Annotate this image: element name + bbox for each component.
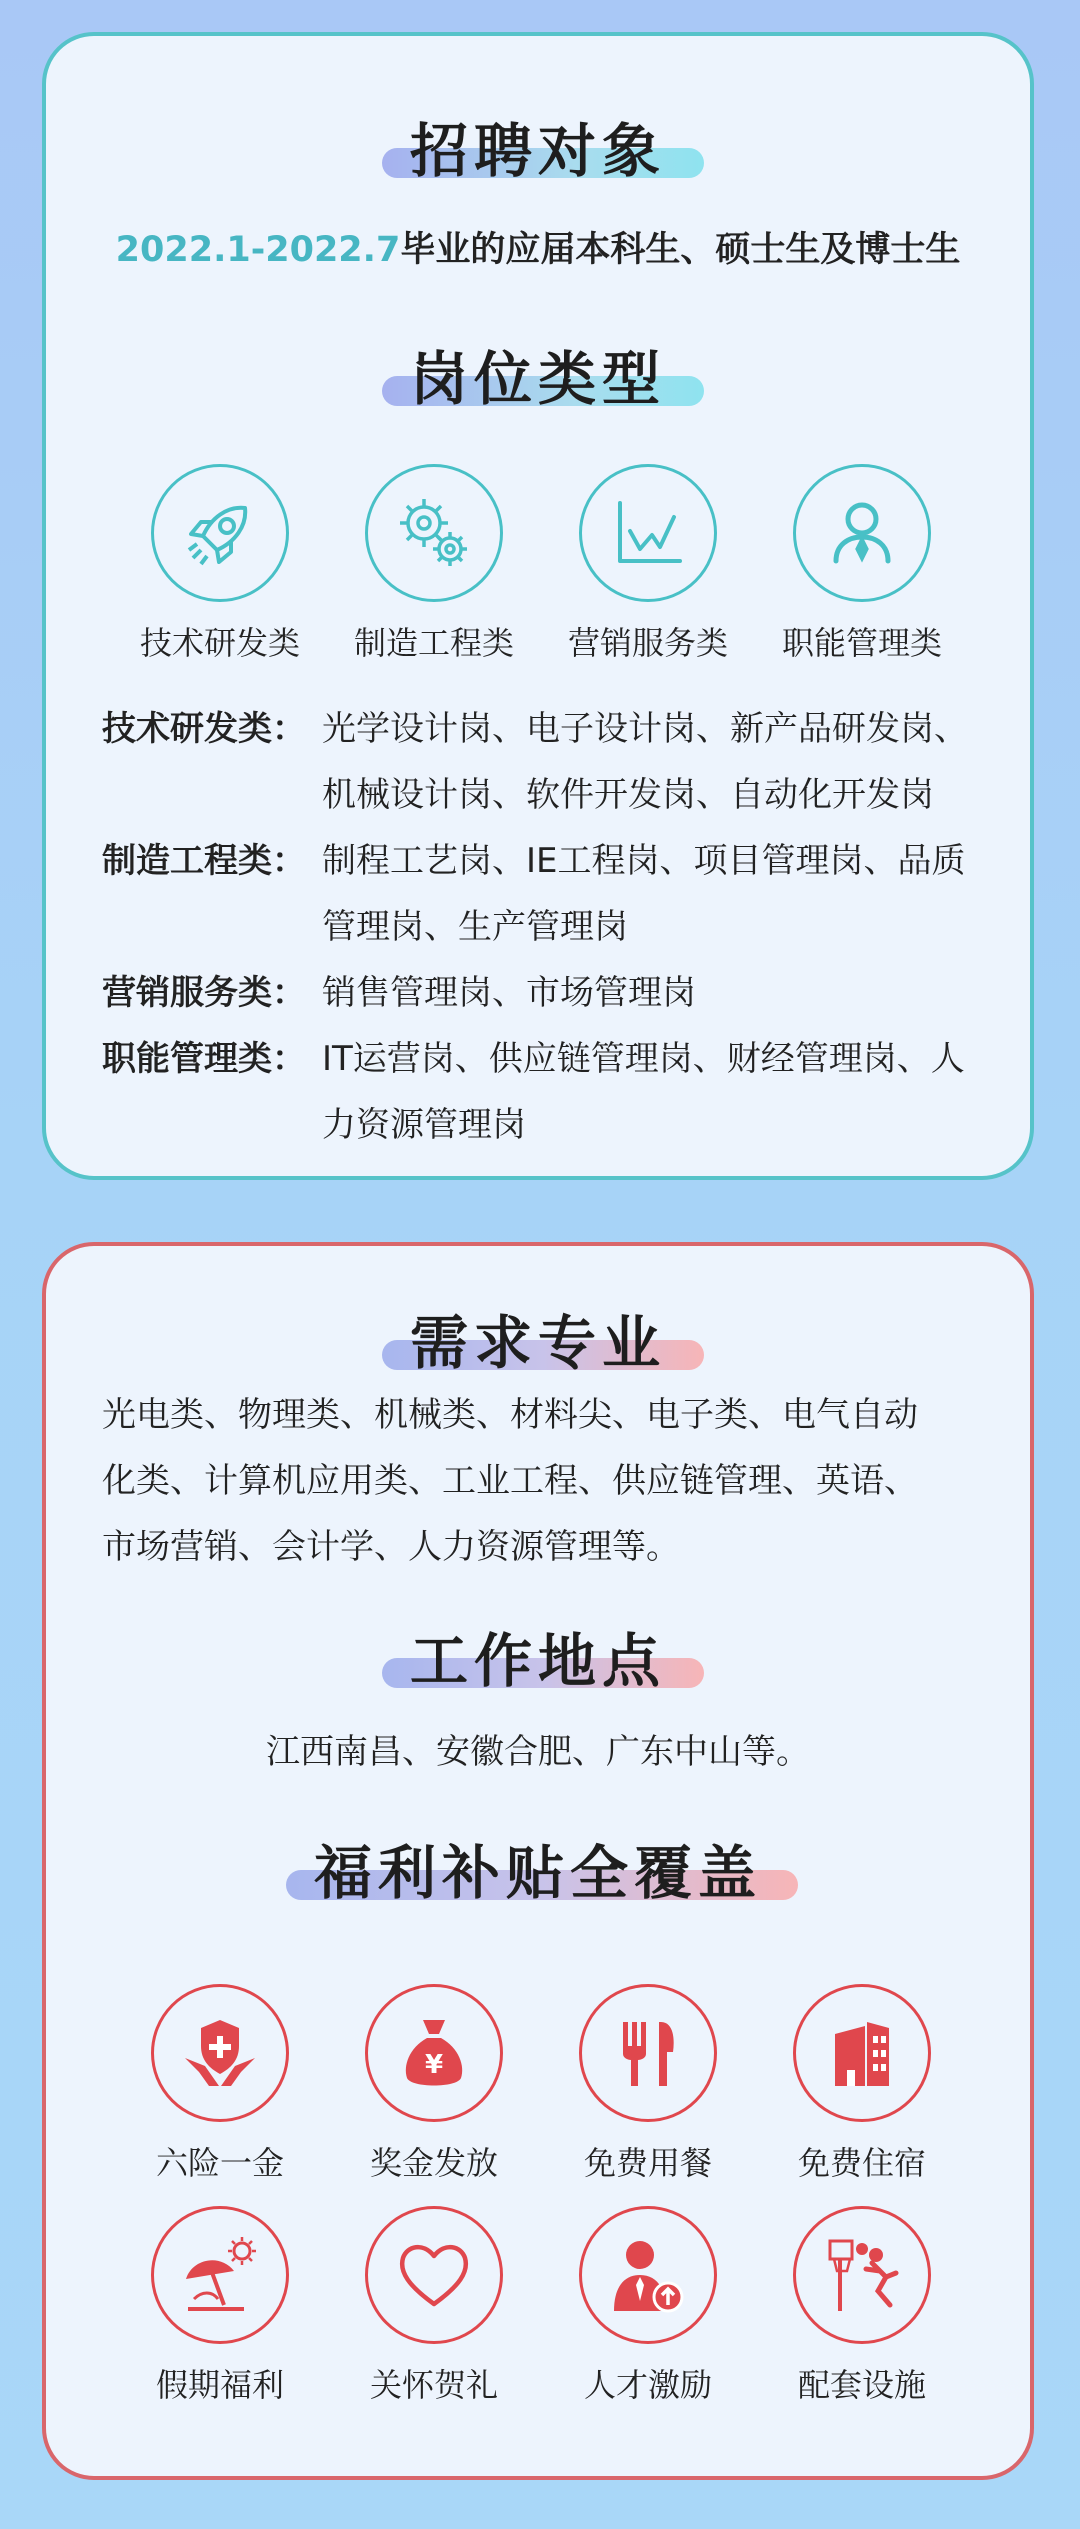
money-bag-icon bbox=[365, 1984, 503, 2122]
majors-heading: 需求专业 bbox=[46, 1296, 1030, 1378]
line-chart-icon bbox=[579, 464, 717, 602]
category-row: 技术研发类： 光学设计岗、电子设计岗、新产品研发岗、 机械设计岗、软件开发岗、自动化开发岗 bbox=[102, 709, 968, 815]
building-icon bbox=[793, 1984, 931, 2122]
job-category-list bbox=[102, 696, 1002, 1158]
benefits-heading: 福利补贴全覆盖 bbox=[46, 1826, 1030, 1908]
recruitment-card bbox=[42, 32, 1034, 1180]
benefit-bonus: ¥ 奖金发放 bbox=[334, 1984, 534, 2184]
heart-icon bbox=[365, 2206, 503, 2344]
majors-benefits-card bbox=[42, 1242, 1034, 2480]
svg-text:¥: ¥ bbox=[424, 2050, 444, 2080]
benefit-facilities: 配套设施 bbox=[762, 2206, 962, 2406]
location-heading: 工作地点 bbox=[46, 1614, 1030, 1696]
basketball-icon bbox=[793, 2206, 931, 2344]
benefit-gifts: 关怀贺礼 bbox=[334, 2206, 534, 2406]
target-heading: 招聘对象 bbox=[46, 104, 1030, 186]
graduation-period: 2022.1-2022.7 bbox=[115, 230, 401, 270]
job-type-marketing: 营销服务类 bbox=[548, 464, 748, 664]
category-row: 职能管理类： IT运营岗、供应链管理岗、财经管理岗、人 力资源管理岗 bbox=[102, 1039, 965, 1145]
rocket-icon bbox=[151, 464, 289, 602]
person-upgrade-icon bbox=[579, 2206, 717, 2344]
location-text: 江西南昌、安徽合肥、广东中山等。 bbox=[266, 1732, 810, 1772]
job-type-heading: 岗位类型 bbox=[46, 332, 1030, 414]
fork-knife-icon bbox=[579, 1984, 717, 2122]
job-type-rd: 技术研发类 bbox=[120, 464, 320, 664]
gears-icon bbox=[365, 464, 503, 602]
job-type-manufacturing: 制造工程类 bbox=[334, 464, 534, 664]
benefit-housing: 免费住宿 bbox=[762, 1984, 962, 2184]
benefit-incentive: 人才激励 bbox=[548, 2206, 748, 2406]
benefit-meals: 免费用餐 bbox=[548, 1984, 748, 2184]
target-description bbox=[46, 222, 1030, 272]
category-row: 制造工程类： 制程工艺岗、IE工程岗、项目管理岗、品质 管理岗、生产管理岗 bbox=[102, 841, 966, 947]
shield-hands-icon bbox=[151, 1984, 289, 2122]
benefit-holiday: 假期福利 bbox=[120, 2206, 320, 2406]
benefit-insurance: 六险一金 bbox=[120, 1984, 320, 2184]
beach-umbrella-icon bbox=[151, 2206, 289, 2344]
person-icon bbox=[793, 464, 931, 602]
majors-text: 光电类、物理类、机械类、材料尖、电子类、电气自动 化类、计算机应用类、工业工程、供应链管理、英语、 市场营销、会计学、人力资源管理等。 bbox=[102, 1395, 918, 1567]
target-rest: 毕业的应届本科生、硕士生及博士生 bbox=[400, 230, 961, 270]
category-row: 营销服务类： 销售管理岗、市场管理岗 bbox=[102, 973, 696, 1013]
job-type-admin: 职能管理类 bbox=[762, 464, 962, 664]
